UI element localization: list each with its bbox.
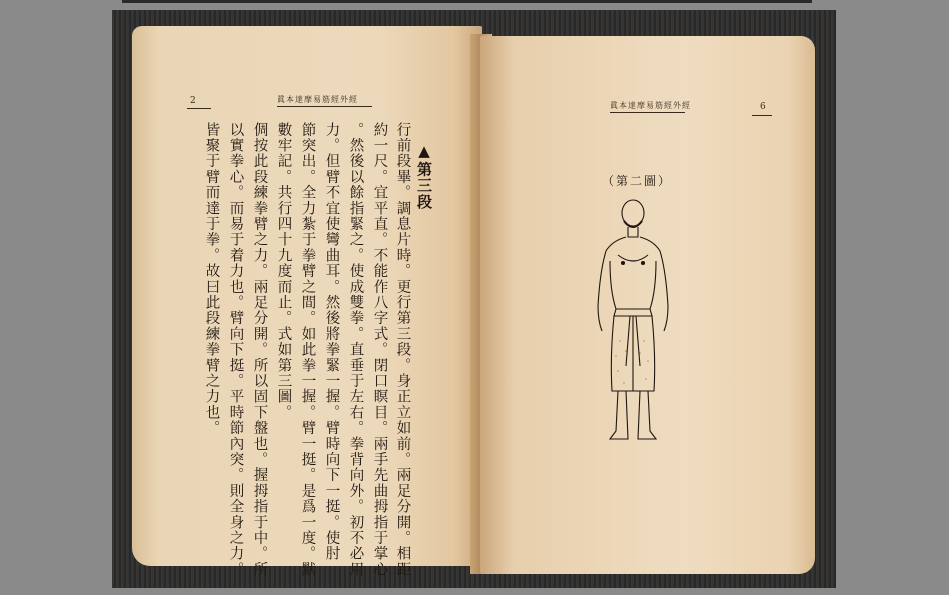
text-column-8: 以實拳心。而易于着力也。臂向下挺。平時節內突。則全身之力。 (227, 122, 244, 578)
standing-figure-illustration (588, 191, 678, 441)
left-page (132, 26, 482, 578)
text-column-7: 倜按此段練拳臂之力。兩足分開。所以固下盤也。握拇指于中。所 (251, 122, 268, 578)
text-column-2: 約一尺。宜平直。不能作八字式。閉口瞑目。兩手先曲拇指于掌心 (371, 122, 388, 578)
text-column-4: 力。但臂不宜使彎曲耳。然後將拳緊一握。臂時向下一挺。使肘 (323, 122, 340, 562)
text-column-6: 數牢記。共行四十九度而止。式如第三圖。 (275, 122, 292, 421)
figure-caption: （第二圖） (602, 174, 673, 188)
right-running-head-rule (610, 112, 685, 113)
right-page-number: 6 (760, 102, 766, 112)
left-page-number-rule (187, 108, 211, 109)
text-column-3: 。然後以餘指緊之。使成雙拳。直垂于左右。拳背向外。初不必用 (347, 122, 364, 578)
viewer-top-bar (122, 0, 812, 3)
book-scan (112, 10, 836, 588)
left-running-head-rule (277, 106, 372, 107)
left-page-number: 2 (190, 96, 196, 106)
right-page (480, 36, 815, 574)
right-running-head: 眞本達摩易筋經外經 (610, 101, 691, 110)
text-column-1: 行前段畢。調息片時。更行第三段。身正立如前。兩足分開。相距 (394, 122, 411, 578)
right-page-number-rule (752, 115, 772, 116)
text-column-9: 皆聚于臂而達于拳。故曰此段練拳臂之力也。 (203, 122, 220, 436)
text-column-5: 節突出。全力紮于拳臂之間。如此拳一握。臂一挺。是爲一度。默 (299, 122, 316, 578)
left-running-head: 眞本達摩易筋經外經 (277, 95, 358, 104)
section-heading: ▲第三段 (415, 142, 433, 210)
